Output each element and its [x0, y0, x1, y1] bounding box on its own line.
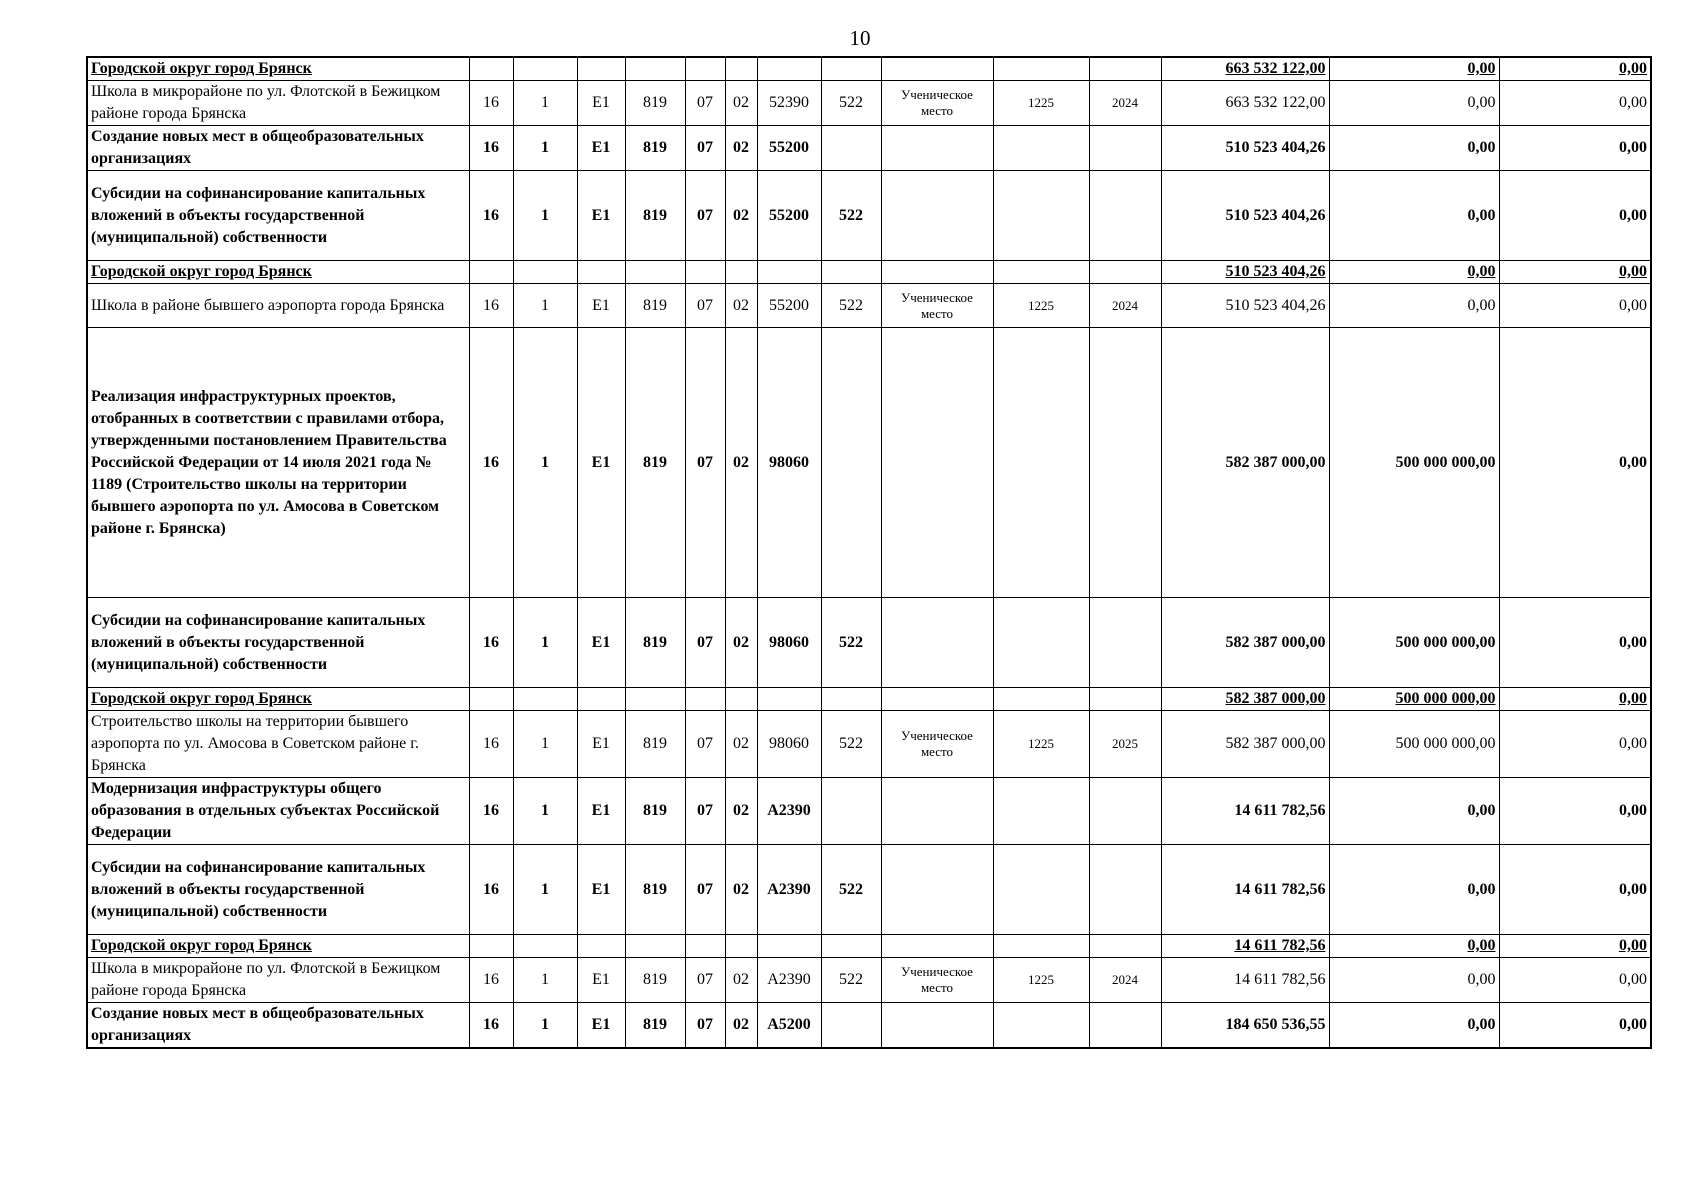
- unit-of-measure: [881, 171, 993, 261]
- grbs-code: [625, 57, 685, 81]
- expense-type-code: 522: [821, 81, 881, 126]
- table-row: [87, 328, 1651, 598]
- section-code: 07: [685, 284, 725, 328]
- grbs-code: 819: [625, 711, 685, 778]
- grbs-code: [625, 261, 685, 284]
- amount-year-1: 14 611 782,56: [1161, 958, 1329, 1003]
- section-code: [685, 57, 725, 81]
- table-row: [87, 1003, 1651, 1049]
- completion-year: [1089, 171, 1161, 261]
- project-code: [577, 935, 625, 958]
- program-code: [469, 57, 513, 81]
- unit-of-measure: [881, 328, 993, 598]
- amount-year-2: 0,00: [1329, 958, 1499, 1003]
- program-code: [469, 935, 513, 958]
- row-name: Городской округ город Брянск: [87, 261, 469, 284]
- direction-code: [757, 261, 821, 284]
- grbs-code: 819: [625, 778, 685, 845]
- program-code: 16: [469, 958, 513, 1003]
- row-name: Субсидии на софинансирование капитальных вложений в объекты государственной (муниципальной) собственности: [87, 598, 469, 688]
- unit-of-measure: [881, 688, 993, 711]
- program-code: 16: [469, 1003, 513, 1049]
- amount-year-2: 0,00: [1329, 81, 1499, 126]
- completion-year: 2024: [1089, 81, 1161, 126]
- table-row: [87, 958, 1651, 1003]
- section-code: 07: [685, 126, 725, 171]
- unit-of-measure: Ученическое место: [881, 958, 993, 1003]
- unit-of-measure: [881, 261, 993, 284]
- amount-year-2: 500 000 000,00: [1329, 711, 1499, 778]
- capacity: [993, 598, 1089, 688]
- subsection-code: 02: [725, 598, 757, 688]
- project-code: Е1: [577, 845, 625, 935]
- amount-year-3: 0,00: [1499, 1003, 1651, 1049]
- unit-of-measure: [881, 126, 993, 171]
- grbs-code: 819: [625, 598, 685, 688]
- subprogram-code: 1: [513, 711, 577, 778]
- row-name: Школа в микрорайоне по ул. Флотской в Бежицком районе города Брянска: [87, 81, 469, 126]
- subsection-code: 02: [725, 126, 757, 171]
- unit-of-measure: [881, 778, 993, 845]
- amount-year-1: 582 387 000,00: [1161, 328, 1329, 598]
- project-code: Е1: [577, 81, 625, 126]
- amount-year-2: 0,00: [1329, 1003, 1499, 1049]
- expense-type-code: [821, 57, 881, 81]
- project-code: Е1: [577, 1003, 625, 1049]
- program-code: [469, 261, 513, 284]
- project-code: Е1: [577, 598, 625, 688]
- grbs-code: [625, 688, 685, 711]
- table-row: [87, 688, 1651, 711]
- project-code: [577, 261, 625, 284]
- expense-type-code: 522: [821, 958, 881, 1003]
- grbs-code: 819: [625, 284, 685, 328]
- expense-type-code: 522: [821, 845, 881, 935]
- subsection-code: [725, 261, 757, 284]
- completion-year: 2024: [1089, 958, 1161, 1003]
- table-row: [87, 284, 1651, 328]
- capacity: [993, 1003, 1089, 1049]
- table-row: [87, 57, 1651, 81]
- subprogram-code: [513, 57, 577, 81]
- amount-year-2: 500 000 000,00: [1329, 328, 1499, 598]
- grbs-code: [625, 935, 685, 958]
- direction-code: А2390: [757, 845, 821, 935]
- project-code: Е1: [577, 328, 625, 598]
- grbs-code: 819: [625, 81, 685, 126]
- program-code: 16: [469, 598, 513, 688]
- subprogram-code: 1: [513, 778, 577, 845]
- program-code: 16: [469, 81, 513, 126]
- project-code: Е1: [577, 958, 625, 1003]
- unit-of-measure: [881, 57, 993, 81]
- subsection-code: 02: [725, 328, 757, 598]
- unit-of-measure: Ученическое место: [881, 284, 993, 328]
- table-row: [87, 598, 1651, 688]
- unit-of-measure: [881, 598, 993, 688]
- expense-type-code: [821, 328, 881, 598]
- subprogram-code: [513, 935, 577, 958]
- capacity: [993, 688, 1089, 711]
- capacity: [993, 328, 1089, 598]
- amount-year-3: 0,00: [1499, 126, 1651, 171]
- amount-year-1: 510 523 404,26: [1161, 261, 1329, 284]
- budget-table: [86, 56, 1652, 1049]
- program-code: 16: [469, 171, 513, 261]
- amount-year-1: 582 387 000,00: [1161, 598, 1329, 688]
- subsection-code: 02: [725, 711, 757, 778]
- section-code: [685, 261, 725, 284]
- row-name: Реализация инфраструктурных проектов, отобранных в соответствии с правилами отбора, утвержденными постановлением Правительства Российской Федерации от 14 июля 2021 года № 1189 (Строительство школы на территории бывшего аэропорта по ул. Амосова в Советском районе г. Брянска): [87, 328, 469, 598]
- section-code: 07: [685, 711, 725, 778]
- amount-year-1: 14 611 782,56: [1161, 935, 1329, 958]
- amount-year-3: 0,00: [1499, 261, 1651, 284]
- subsection-code: 02: [725, 778, 757, 845]
- program-code: 16: [469, 328, 513, 598]
- amount-year-3: 0,00: [1499, 57, 1651, 81]
- direction-code: [757, 935, 821, 958]
- capacity: [993, 778, 1089, 845]
- direction-code: 55200: [757, 126, 821, 171]
- subprogram-code: 1: [513, 1003, 577, 1049]
- completion-year: [1089, 57, 1161, 81]
- amount-year-2: 0,00: [1329, 126, 1499, 171]
- project-code: Е1: [577, 711, 625, 778]
- direction-code: А2390: [757, 958, 821, 1003]
- capacity: 1225: [993, 81, 1089, 126]
- direction-code: А5200: [757, 1003, 821, 1049]
- amount-year-1: 582 387 000,00: [1161, 711, 1329, 778]
- expense-type-code: 522: [821, 598, 881, 688]
- amount-year-3: 0,00: [1499, 328, 1651, 598]
- amount-year-3: 0,00: [1499, 171, 1651, 261]
- direction-code: 98060: [757, 711, 821, 778]
- amount-year-1: 14 611 782,56: [1161, 778, 1329, 845]
- row-name: Модернизация инфраструктуры общего образования в отдельных субъектах Российской Федерации: [87, 778, 469, 845]
- subprogram-code: 1: [513, 81, 577, 126]
- section-code: 07: [685, 328, 725, 598]
- amount-year-2: 0,00: [1329, 57, 1499, 81]
- row-name: Создание новых мест в общеобразовательных организациях: [87, 1003, 469, 1049]
- completion-year: 2024: [1089, 284, 1161, 328]
- row-name: Школа в микрорайоне по ул. Флотской в Бежицком районе города Брянска: [87, 958, 469, 1003]
- project-code: Е1: [577, 126, 625, 171]
- capacity: [993, 935, 1089, 958]
- table-row: [87, 845, 1651, 935]
- capacity: [993, 171, 1089, 261]
- project-code: Е1: [577, 171, 625, 261]
- project-code: [577, 57, 625, 81]
- amount-year-1: 510 523 404,26: [1161, 126, 1329, 171]
- amount-year-1: 663 532 122,00: [1161, 81, 1329, 126]
- section-code: [685, 688, 725, 711]
- grbs-code: 819: [625, 126, 685, 171]
- expense-type-code: [821, 778, 881, 845]
- direction-code: 55200: [757, 171, 821, 261]
- completion-year: [1089, 1003, 1161, 1049]
- completion-year: [1089, 598, 1161, 688]
- amount-year-3: 0,00: [1499, 711, 1651, 778]
- amount-year-2: 0,00: [1329, 845, 1499, 935]
- direction-code: А2390: [757, 778, 821, 845]
- grbs-code: 819: [625, 958, 685, 1003]
- amount-year-1: 663 532 122,00: [1161, 57, 1329, 81]
- program-code: 16: [469, 126, 513, 171]
- direction-code: 98060: [757, 328, 821, 598]
- completion-year: [1089, 126, 1161, 171]
- grbs-code: 819: [625, 845, 685, 935]
- project-code: Е1: [577, 778, 625, 845]
- project-code: [577, 688, 625, 711]
- expense-type-code: [821, 261, 881, 284]
- amount-year-3: 0,00: [1499, 81, 1651, 126]
- amount-year-1: 582 387 000,00: [1161, 688, 1329, 711]
- grbs-code: 819: [625, 1003, 685, 1049]
- amount-year-1: 184 650 536,55: [1161, 1003, 1329, 1049]
- subprogram-code: 1: [513, 171, 577, 261]
- expense-type-code: 522: [821, 171, 881, 261]
- direction-code: [757, 688, 821, 711]
- section-code: 07: [685, 778, 725, 845]
- subsection-code: 02: [725, 171, 757, 261]
- subprogram-code: [513, 688, 577, 711]
- row-name: Городской округ город Брянск: [87, 688, 469, 711]
- direction-code: 55200: [757, 284, 821, 328]
- expense-type-code: 522: [821, 284, 881, 328]
- expense-type-code: [821, 688, 881, 711]
- amount-year-2: 500 000 000,00: [1329, 688, 1499, 711]
- project-code: Е1: [577, 284, 625, 328]
- grbs-code: 819: [625, 171, 685, 261]
- subsection-code: 02: [725, 284, 757, 328]
- amount-year-3: 0,00: [1499, 778, 1651, 845]
- subsection-code: 02: [725, 845, 757, 935]
- subsection-code: 02: [725, 1003, 757, 1049]
- program-code: [469, 688, 513, 711]
- table-row: [87, 935, 1651, 958]
- amount-year-3: 0,00: [1499, 598, 1651, 688]
- completion-year: [1089, 328, 1161, 598]
- capacity: [993, 261, 1089, 284]
- row-name: Городской округ город Брянск: [87, 57, 469, 81]
- program-code: 16: [469, 845, 513, 935]
- table-row: [87, 126, 1651, 171]
- subprogram-code: [513, 261, 577, 284]
- subprogram-code: 1: [513, 284, 577, 328]
- amount-year-2: 0,00: [1329, 284, 1499, 328]
- subprogram-code: 1: [513, 126, 577, 171]
- expense-type-code: [821, 935, 881, 958]
- unit-of-measure: [881, 1003, 993, 1049]
- amount-year-2: 0,00: [1329, 261, 1499, 284]
- direction-code: 52390: [757, 81, 821, 126]
- section-code: [685, 935, 725, 958]
- row-name: Субсидии на софинансирование капитальных вложений в объекты государственной (муниципальной) собственности: [87, 845, 469, 935]
- capacity: 1225: [993, 958, 1089, 1003]
- amount-year-2: 0,00: [1329, 171, 1499, 261]
- section-code: 07: [685, 171, 725, 261]
- section-code: 07: [685, 958, 725, 1003]
- capacity: 1225: [993, 284, 1089, 328]
- completion-year: [1089, 688, 1161, 711]
- program-code: 16: [469, 284, 513, 328]
- direction-code: 98060: [757, 598, 821, 688]
- capacity: [993, 57, 1089, 81]
- capacity: [993, 845, 1089, 935]
- expense-type-code: 522: [821, 711, 881, 778]
- unit-of-measure: Ученическое место: [881, 711, 993, 778]
- section-code: 07: [685, 845, 725, 935]
- subprogram-code: 1: [513, 328, 577, 598]
- amount-year-2: 0,00: [1329, 778, 1499, 845]
- row-name: Школа в районе бывшего аэропорта города Брянска: [87, 284, 469, 328]
- unit-of-measure: [881, 935, 993, 958]
- row-name: Создание новых мест в общеобразовательных организациях: [87, 126, 469, 171]
- row-name: Субсидии на софинансирование капитальных вложений в объекты государственной (муниципальной) собственности: [87, 171, 469, 261]
- amount-year-1: 510 523 404,26: [1161, 284, 1329, 328]
- amount-year-3: 0,00: [1499, 935, 1651, 958]
- completion-year: [1089, 845, 1161, 935]
- expense-type-code: [821, 126, 881, 171]
- subsection-code: 02: [725, 81, 757, 126]
- subprogram-code: 1: [513, 845, 577, 935]
- amount-year-3: 0,00: [1499, 688, 1651, 711]
- table-row: [87, 171, 1651, 261]
- section-code: 07: [685, 81, 725, 126]
- amount-year-1: 14 611 782,56: [1161, 845, 1329, 935]
- page-number: 10: [849, 26, 871, 50]
- amount-year-3: 0,00: [1499, 958, 1651, 1003]
- amount-year-3: 0,00: [1499, 284, 1651, 328]
- subprogram-code: 1: [513, 958, 577, 1003]
- row-name: Строительство школы на территории бывшего аэропорта по ул. Амосова в Советском районе г. Брянска: [87, 711, 469, 778]
- program-code: 16: [469, 711, 513, 778]
- completion-year: [1089, 935, 1161, 958]
- program-code: 16: [469, 778, 513, 845]
- amount-year-2: 500 000 000,00: [1329, 598, 1499, 688]
- grbs-code: 819: [625, 328, 685, 598]
- table-row: [87, 261, 1651, 284]
- capacity: [993, 126, 1089, 171]
- subprogram-code: 1: [513, 598, 577, 688]
- amount-year-1: 510 523 404,26: [1161, 171, 1329, 261]
- completion-year: 2025: [1089, 711, 1161, 778]
- direction-code: [757, 57, 821, 81]
- completion-year: [1089, 261, 1161, 284]
- unit-of-measure: Ученическое место: [881, 81, 993, 126]
- capacity: 1225: [993, 711, 1089, 778]
- section-code: 07: [685, 598, 725, 688]
- row-name: Городской округ город Брянск: [87, 935, 469, 958]
- unit-of-measure: [881, 845, 993, 935]
- completion-year: [1089, 778, 1161, 845]
- table-row: [87, 778, 1651, 845]
- table-row: [87, 711, 1651, 778]
- subsection-code: 02: [725, 958, 757, 1003]
- subsection-code: [725, 935, 757, 958]
- section-code: 07: [685, 1003, 725, 1049]
- amount-year-2: 0,00: [1329, 935, 1499, 958]
- subsection-code: [725, 688, 757, 711]
- amount-year-3: 0,00: [1499, 845, 1651, 935]
- expense-type-code: [821, 1003, 881, 1049]
- table-row: [87, 81, 1651, 126]
- subsection-code: [725, 57, 757, 81]
